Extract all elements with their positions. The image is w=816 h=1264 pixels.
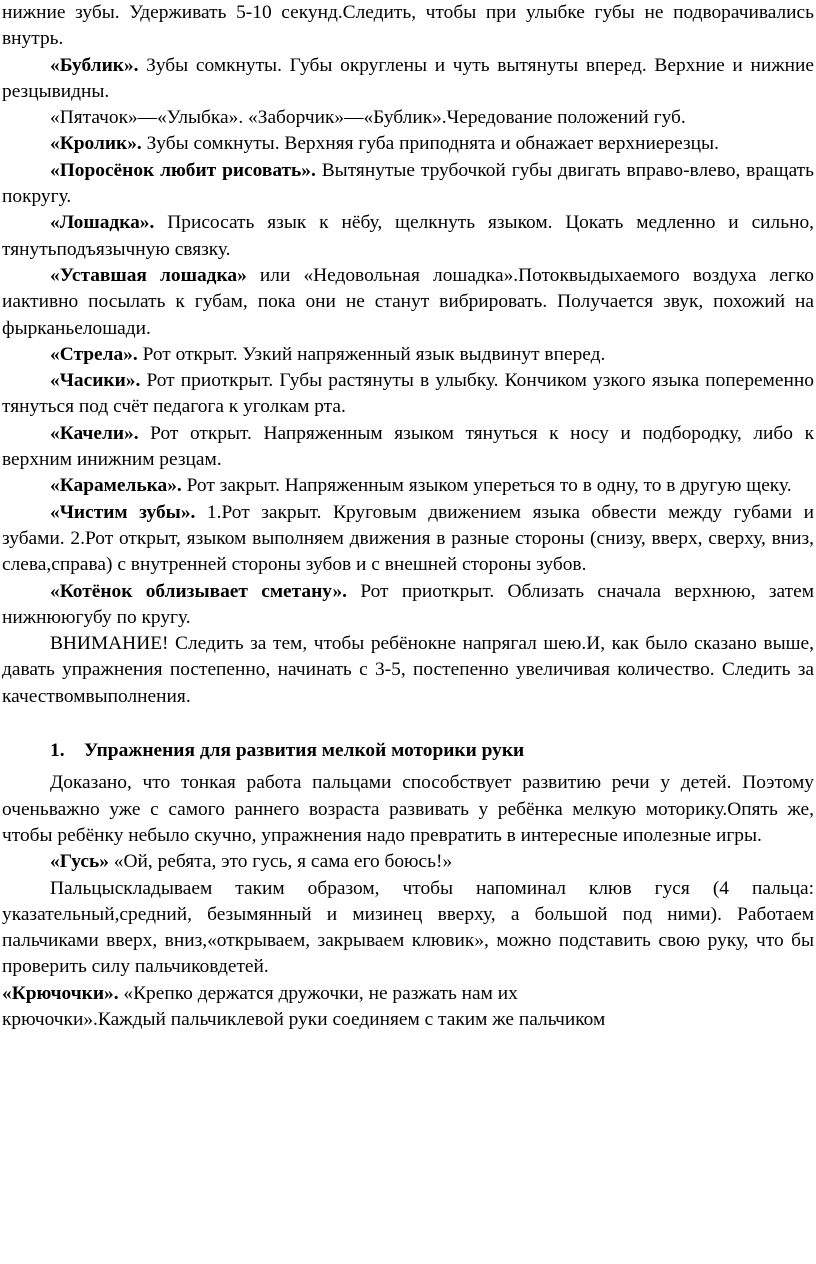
exercise-text: Рот открыт. Узкий напряженный язык выдвинут вперед. xyxy=(137,343,606,365)
exercise-gus xyxy=(2,849,814,875)
exercise-loshadka xyxy=(2,210,814,263)
exercise-title: «Бублик». xyxy=(50,54,139,76)
exercise-text: Присосать язык к нёбу, щелкнуть языком. Цокать медленно и сильно, тянутьподъязычную связку. xyxy=(2,212,814,260)
section-title: Упражнения для развития мелкой моторики руки xyxy=(84,740,525,762)
exercise-text: Вытянутые трубочкой губы двигать вправо-влево, вращать покругу. xyxy=(2,159,814,208)
exercise-krolik xyxy=(2,131,814,157)
exercise-kacheli xyxy=(2,421,814,474)
exercise-gus-description: Пальцыскладываем таким образом, чтобы напоминал клюв гуся (4 пальца: указательный,средний, безымянный и мизинец вверху, а большой под ними). Работаем пальчиками вверх, вниз,«открываем, закрываем клювик», можно подставить свою руку, что бы проверить силу пальчиковдетей. xyxy=(2,877,814,978)
exercise-text: 1.Рот закрыт. Круговым движением языка обвести между губами и зубами. 2.Рот открыт, языком выполняем движения в разные стороны (снизу, вверх, сверху, вниз, слева,справа) с внутренней стороны зубов и с внешней стороны зубов. xyxy=(2,501,814,576)
exercise-chistim-zuby xyxy=(2,500,814,579)
exercise-text: Зубы сомкнуты. Верхняя губа приподнята и обнажает верхниерезцы. xyxy=(141,133,719,155)
exercise-title: «Качели». xyxy=(50,422,139,444)
exercise-alternation: «Пятачок»—«Улыбка». «Заборчик»—«Бублик».Чередование положений губ. xyxy=(50,107,686,129)
exercise-bublik xyxy=(2,53,814,106)
exercise-title: «Чистим зубы». xyxy=(50,501,196,523)
exercise-title: «Котёнок облизывает сметану». xyxy=(50,580,347,602)
exercise-title: «Стрела». xyxy=(50,343,138,365)
paragraph-continuation: нижние зубы. Удерживать 5-10 секунд.Следить, чтобы при улыбке губы не подворачивались внутрь. xyxy=(2,2,814,50)
exercise-text: Рот приоткрыт. Губы растянуты в улыбку. Кончиком узкого языка попеременно тянуться под счёт педагога к уголкам рта. xyxy=(2,370,814,418)
exercise-chasiki xyxy=(2,368,814,421)
section-number: 1. xyxy=(50,740,65,762)
exercise-title: «Гусь» xyxy=(50,851,109,873)
exercise-title: «Кролик». xyxy=(50,133,142,155)
exercise-text: Рот открыт. Напряженным языком тянуться к носу и подбородку, либо к верхним инижним резцам. xyxy=(2,422,814,471)
exercise-porosenok xyxy=(2,158,814,211)
exercise-kryuchochki xyxy=(2,981,814,1007)
exercise-title: «Карамелька». xyxy=(50,475,182,497)
exercise-karamelka xyxy=(2,473,814,499)
exercise-text: «Крепко держатся дружочки, не разжать нам их xyxy=(118,982,518,1004)
exercise-title: «Уставшая лошадка» xyxy=(50,264,247,286)
exercise-text: Рот закрыт. Напряженным языком упереться то в одну, то в другую щеку. xyxy=(181,475,792,497)
exercise-title: «Часики». xyxy=(50,370,141,392)
section-intro: Доказано, что тонкая работа пальцами способствует развитию речи у детей. Поэтому оченьважно уже с самого раннего возраста развивать у ребёнка мелкую моторику.Опять же, чтобы ребёнку небыло скучно, упражнения надо превратить в интересные иполезные игры. xyxy=(2,772,814,846)
exercise-text: Рот приоткрыт. Облизать сначала верхнюю, затем нижнююгубу по кругу. xyxy=(2,580,814,628)
exercise-title: «Крючочки». xyxy=(2,982,119,1004)
exercise-text: Зубы сомкнуты. Губы округлены и чуть вытянуты вперед. Верхние и нижние резцывидны. xyxy=(2,54,814,102)
attention-note: ВНИМАНИЕ! Следить за тем, чтобы ребёнокне напрягал шею.И, как было сказано выше, давать упражнения постепенно, начинать с 3-5, постепенно увеличивая количество. Следить за качествомвыполнения. xyxy=(2,633,814,707)
exercise-title: «Лошадка». xyxy=(50,212,155,234)
section-heading xyxy=(2,738,814,764)
exercise-text: или «Недовольная лошадка».Потоквыдыхаемого воздуха легко иактивно посылать к губам, пока они не станут вибрировать. Получается звук, похожий на фырканьелошади. xyxy=(2,264,814,339)
exercise-title: «Поросёнок любит рисовать». xyxy=(50,159,316,181)
exercise-kryuchochki-continued: крючочки».Каждый пальчиклевой руки соединяем с таким же пальчиком xyxy=(2,1008,606,1030)
exercise-strela xyxy=(2,342,814,368)
exercise-kotenok xyxy=(2,579,814,632)
exercise-ustavshaya-loshadka xyxy=(2,263,814,342)
exercise-text: «Ой, ребята, это гусь, я сама его боюсь!» xyxy=(108,851,453,873)
